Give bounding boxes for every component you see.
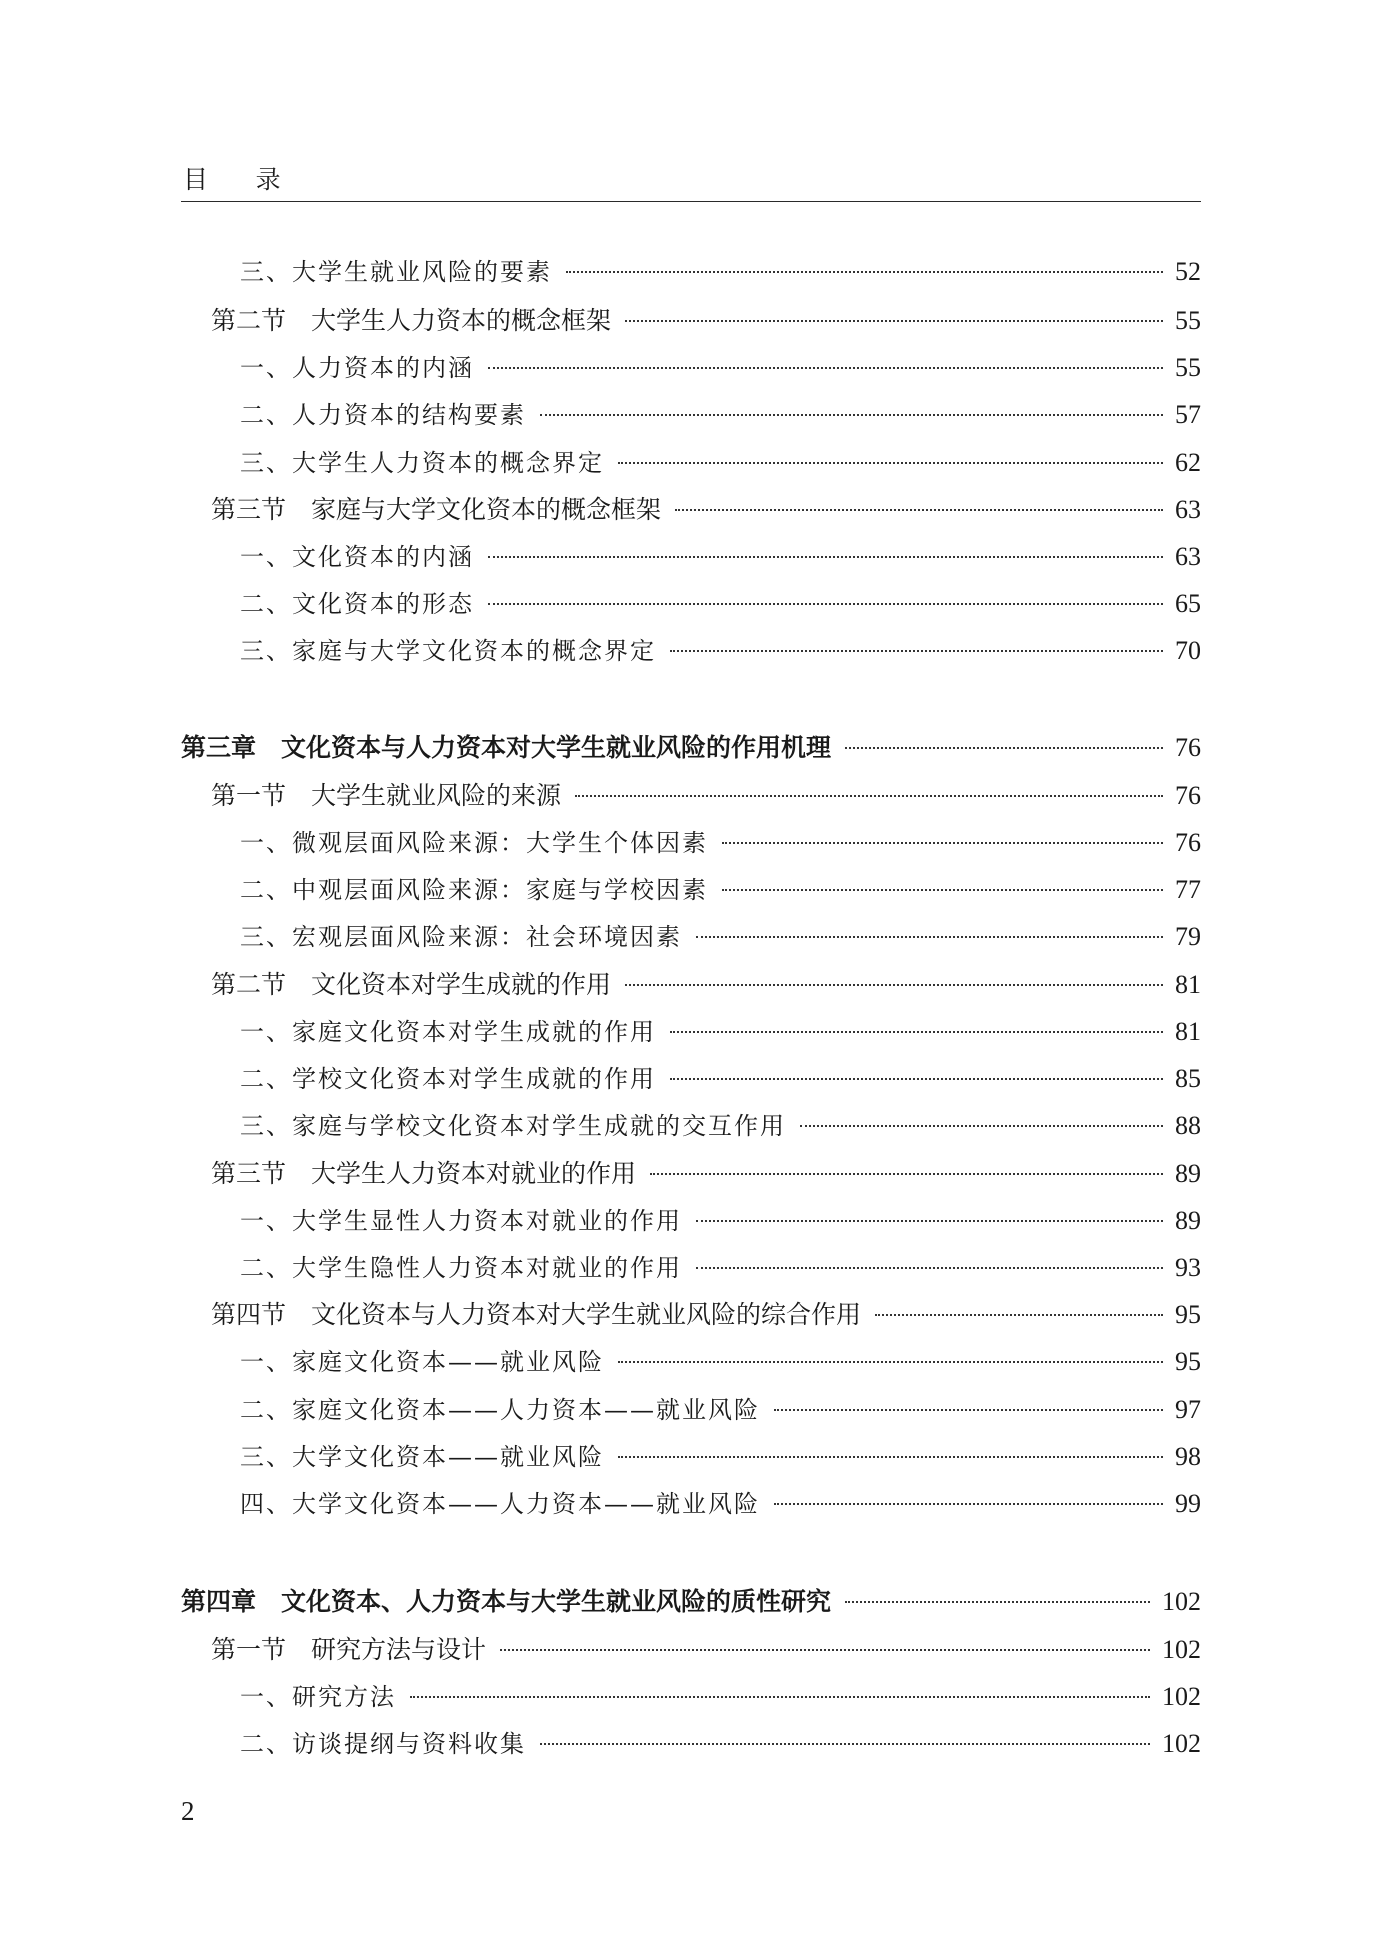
- toc-entry-page: 93: [1175, 1253, 1201, 1282]
- toc-entry-page: 89: [1175, 1159, 1201, 1188]
- toc-item: [240, 1484, 1201, 1524]
- dot-leader: [410, 1696, 1150, 1698]
- toc-entry-page: 62: [1175, 448, 1201, 477]
- toc-chapter: [181, 1582, 1201, 1622]
- dot-leader: [625, 320, 1163, 322]
- toc-entry-page: 97: [1175, 1395, 1201, 1424]
- dot-leader: [675, 509, 1163, 511]
- dot-leader: [540, 1743, 1150, 1745]
- toc-entry-page: 102: [1162, 1729, 1201, 1758]
- dot-leader: [845, 747, 1163, 749]
- toc-entry-page: 81: [1175, 970, 1201, 999]
- toc-item: [240, 917, 1201, 957]
- toc-section: [211, 1154, 1201, 1194]
- toc-item: [240, 1677, 1201, 1717]
- toc-item: [240, 1106, 1201, 1146]
- toc-entry-page: 88: [1175, 1111, 1201, 1140]
- toc-entry-page: 52: [1175, 257, 1201, 286]
- toc-entry-page: 63: [1175, 495, 1201, 524]
- toc-entry-title: 一、大学生显性人力资本对就业的作用: [240, 1207, 682, 1235]
- toc-item: [240, 395, 1201, 435]
- toc-entry-page: 98: [1175, 1442, 1201, 1471]
- toc-entry-title: 二、中观层面风险来源：家庭与学校因素: [240, 876, 708, 904]
- toc-entry-page: 81: [1175, 1017, 1201, 1046]
- toc-entry-page: 76: [1175, 733, 1201, 762]
- toc-section: [211, 1295, 1201, 1335]
- toc-entry-title: 一、研究方法: [240, 1683, 396, 1711]
- toc-entry-page: 55: [1175, 353, 1201, 382]
- toc-item: [240, 443, 1201, 483]
- toc-entry-page: 95: [1175, 1347, 1201, 1376]
- toc-entry-page: 76: [1175, 828, 1201, 857]
- toc-entry-title: 第三章 文化资本与人力资本对大学生就业风险的作用机理: [181, 733, 832, 762]
- page-number: 2: [181, 1796, 195, 1826]
- dot-leader: [500, 1649, 1150, 1651]
- toc-section: [211, 301, 1201, 341]
- dot-leader: [540, 414, 1163, 416]
- toc-entry-title: 第三节 家庭与大学文化资本的概念框架: [211, 495, 662, 524]
- toc-entry-title: 一、家庭文化资本——就业风险: [240, 1348, 604, 1376]
- toc-entry-page: 102: [1162, 1587, 1201, 1616]
- dot-leader: [488, 556, 1163, 558]
- toc-entry-page: 102: [1162, 1635, 1201, 1664]
- toc-entry-title: 第四节 文化资本与人力资本对大学生就业风险的综合作用: [211, 1300, 862, 1329]
- dot-leader: [670, 650, 1163, 652]
- toc-entry-page: 55: [1175, 306, 1201, 335]
- toc-entry-title: 第一节 研究方法与设计: [211, 1635, 487, 1664]
- dot-leader: [650, 1173, 1163, 1175]
- toc-entry-title: 三、家庭与学校文化资本对学生成就的交互作用: [240, 1112, 786, 1140]
- toc-item: [240, 252, 1201, 292]
- dot-leader: [618, 1361, 1163, 1363]
- toc-entry-title: 二、学校文化资本对学生成就的作用: [240, 1065, 656, 1093]
- toc-entry-page: 63: [1175, 542, 1201, 571]
- dot-leader: [875, 1314, 1163, 1316]
- dot-leader: [488, 603, 1163, 605]
- dot-leader: [774, 1409, 1163, 1411]
- toc-entry-title: 三、家庭与大学文化资本的概念界定: [240, 637, 656, 665]
- toc-entry-page: 79: [1175, 922, 1201, 951]
- toc-item: [240, 823, 1201, 863]
- toc-item: [240, 1201, 1201, 1241]
- toc-entry-page: 102: [1162, 1682, 1201, 1711]
- toc-section: [211, 490, 1201, 530]
- dot-leader: [722, 889, 1163, 891]
- header-rule: [181, 201, 1201, 202]
- toc-section: [211, 965, 1201, 1005]
- toc-entry-page: 89: [1175, 1206, 1201, 1235]
- dot-leader: [722, 842, 1163, 844]
- dot-leader: [618, 1456, 1163, 1458]
- dot-leader: [696, 1220, 1163, 1222]
- dot-leader: [566, 271, 1163, 273]
- dot-leader: [696, 936, 1163, 938]
- toc-section: [211, 776, 1201, 816]
- toc-entry-title: 一、家庭文化资本对学生成就的作用: [240, 1018, 656, 1046]
- toc-entry-title: 二、大学生隐性人力资本对就业的作用: [240, 1254, 682, 1282]
- dot-leader: [670, 1078, 1163, 1080]
- toc-chapter: [181, 728, 1201, 768]
- toc-entry-title: 二、访谈提纲与资料收集: [240, 1730, 526, 1758]
- toc-entry-title: 第四章 文化资本、人力资本与大学生就业风险的质性研究: [181, 1587, 832, 1616]
- dot-leader: [488, 367, 1163, 369]
- toc-entry-page: 99: [1175, 1489, 1201, 1518]
- toc-entry-title: 一、微观层面风险来源：大学生个体因素: [240, 829, 708, 857]
- toc-entry-title: 三、宏观层面风险来源：社会环境因素: [240, 923, 682, 951]
- toc-item: [240, 1248, 1201, 1288]
- dot-leader: [800, 1125, 1163, 1127]
- toc-entry-page: 77: [1175, 875, 1201, 904]
- toc-item: [240, 631, 1201, 671]
- toc-entry-page: 76: [1175, 781, 1201, 810]
- toc-entry-title: 四、大学文化资本——人力资本——就业风险: [240, 1490, 760, 1518]
- toc-item: [240, 1059, 1201, 1099]
- toc-entry-page: 57: [1175, 400, 1201, 429]
- toc-item: [240, 1437, 1201, 1477]
- toc-item: [240, 1724, 1201, 1764]
- dot-leader: [625, 984, 1163, 986]
- dot-leader: [575, 795, 1163, 797]
- toc-entry-title: 三、大学生人力资本的概念界定: [240, 449, 604, 477]
- toc-item: [240, 1390, 1201, 1430]
- toc-entry-title: 二、文化资本的形态: [240, 590, 474, 618]
- toc-entry-title: 第二节 大学生人力资本的概念框架: [211, 306, 612, 335]
- toc-entry-title: 一、人力资本的内涵: [240, 354, 474, 382]
- toc-entry-page: 65: [1175, 589, 1201, 618]
- dot-leader: [618, 462, 1163, 464]
- toc-entry-page: 70: [1175, 636, 1201, 665]
- dot-leader: [774, 1503, 1163, 1505]
- toc-entry-title: 二、家庭文化资本——人力资本——就业风险: [240, 1396, 760, 1424]
- dot-leader: [845, 1601, 1150, 1603]
- toc-entry-title: 三、大学生就业风险的要素: [240, 258, 552, 286]
- toc-section: [211, 1630, 1201, 1670]
- toc-item: [240, 870, 1201, 910]
- toc-entry-page: 85: [1175, 1064, 1201, 1093]
- toc-entry-title: 二、人力资本的结构要素: [240, 401, 526, 429]
- toc-entry-page: 95: [1175, 1300, 1201, 1329]
- running-head-title: 目 录: [183, 165, 281, 194]
- toc-entry-title: 第三节 大学生人力资本对就业的作用: [211, 1159, 637, 1188]
- toc-entry-title: 三、大学文化资本——就业风险: [240, 1443, 604, 1471]
- dot-leader: [696, 1267, 1163, 1269]
- toc-item: [240, 537, 1201, 577]
- dot-leader: [670, 1031, 1163, 1033]
- toc-entry-title: 第二节 文化资本对学生成就的作用: [211, 970, 612, 999]
- toc-item: [240, 348, 1201, 388]
- toc-entry-title: 第一节 大学生就业风险的来源: [211, 781, 562, 810]
- toc-item: [240, 584, 1201, 624]
- toc-entry-title: 一、文化资本的内涵: [240, 543, 474, 571]
- toc-item: [240, 1012, 1201, 1052]
- toc-item: [240, 1342, 1201, 1382]
